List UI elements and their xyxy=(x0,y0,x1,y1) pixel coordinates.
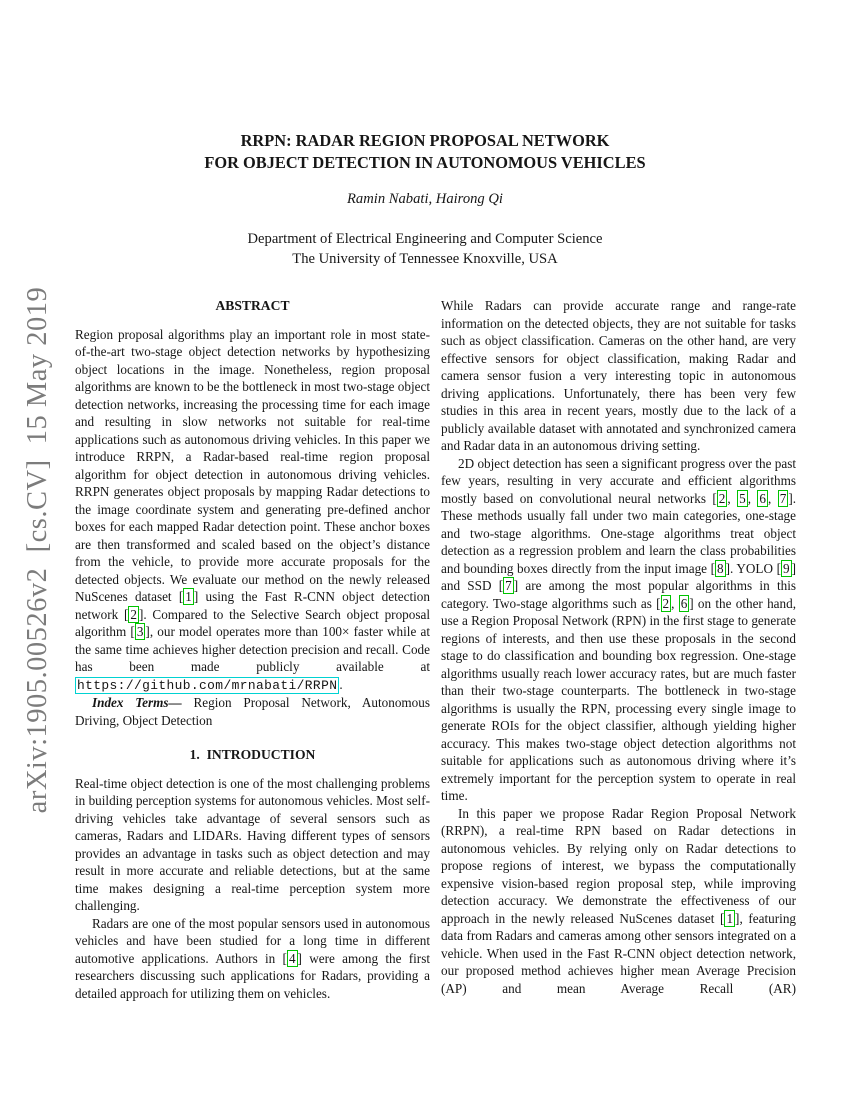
paper-affiliation xyxy=(0,230,850,269)
intro-paragraph-1: Real-time object detection is one of the most challenging problems in building perception systems for autonomous vehicles. Most self-driving vehicles take advantage of several sensors such as cameras, Radars and LIDARs. Having different types of sensors provides an advantage in tasks such as object detection and may result in more accurate and reliable detections, but at the same time makes designing a real-time perception system more challenging. xyxy=(75,775,430,913)
affiliation-line1: Department of Electrical Engineering and Computer Science xyxy=(247,231,603,247)
paper-title-line1: RRPN: RADAR REGION PROPOSAL NETWORK xyxy=(240,131,610,150)
citation-link[interactable]: 5 xyxy=(739,490,746,506)
paper-title-line2: FOR OBJECT DETECTION IN AUTONOMOUS VEHICLES xyxy=(204,152,646,172)
citation-link[interactable]: 6 xyxy=(759,490,767,506)
url-link[interactable]: https://github.com/mrnabati/RRPN xyxy=(77,677,338,693)
citation-link[interactable]: 1 xyxy=(726,910,734,926)
citation-link[interactable]: 2 xyxy=(662,595,670,611)
citation-link[interactable]: 7 xyxy=(779,490,787,506)
right-column xyxy=(441,297,796,997)
citation-link[interactable]: 3 xyxy=(136,624,144,639)
abstract-paragraph: Region proposal algorithms play an important role in most state-of-the-art two-stage object detection networks by hypothesizing object locations in the image. Nonetheless, region proposal algorithms are known to be the bottleneck in most two-stage object detection networks, increasing the processing time for each image and resulting in slow networks not suitable for real-time applications such as autonomous driving vehicles. In this paper we introduce RRPN, a Radar-based real-time region proposal algorithm for object detection in autonomous driving vehicles. RRPN generates object proposals by mapping Radar detections to the image coordinate system and generating pre-defined anchor boxes for each mapped Radar detection point. These anchor boxes are then transformed and scaled based on the object’s distance from the vehicle, to provide more accurate proposals for the detected objects. We evaluate our method on the newly released NuScenes dataset [ 1 ] using the Fast R-CNN object detection network [ 2 ]. Compared to the Selective Search object proposal algorithm [ 3 ], our model operates more than 100× faster while at the same time achieves higher detection precision and recall. Code has been made publicly available at https://github.com/mrnabati/RRPN . xyxy=(75,326,431,693)
introduction-heading: 1. INTRODUCTION xyxy=(189,747,316,762)
abstract-heading: ABSTRACT xyxy=(215,298,290,313)
citation-link[interactable]: 8 xyxy=(717,560,724,576)
intro-paragraph-2: Radars are one of the most popular sensors used in autonomous vehicles and have been studied for a long time in different automotive applications. Authors in [ 4 ] were among the first researchers discussing such applications for Radars, providing a detailed approach for utilizing them on vehicles. xyxy=(75,915,430,1001)
citation-link[interactable]: 4 xyxy=(288,950,296,966)
left-column xyxy=(75,297,430,1002)
arxiv-watermark: arXiv:1905.00526v2 [cs.CV] 15 May 2019 xyxy=(22,286,53,814)
body-paragraph-continuation: While Radars can provide accurate range and range-rate information on the detected objects, they are not suitable for tasks such as object classification. Cameras on the other hand, are very effective sensors for object classification, making Radar and camera sensor fusion a very interesting topic in autonomous driving applications. Unfortunately, there has been very few studies in this area in recent years, mostly due to the lack of a publicly available dataset with annotated and synchronized camera and Radar data in an autonomous driving setting. xyxy=(441,298,796,453)
citation-link[interactable]: 2 xyxy=(130,606,137,622)
paper-authors: Ramin Nabati, Hairong Qi xyxy=(347,191,503,207)
body-paragraph-2d-detection: 2D object detection has seen a significant progress over the past few years, resulting in very accurate and efficient algorithms mostly based on convolutional neural networks [ 2 , 5 , 6 , 7 ]. These methods usually fall under two main categories, one-stage and two-stage algorithms. One-stage algorithms treat object detection as a regression problem and learn the class probabilities and bounding boxes directly from the input image [ 8 ]. YOLO [ 9 ] and SSD [ 7 ] are among the most popular algorithms in this category. Two-stage algorithms such as [ 2 , 6 ] on the other hand, use a Region Proposal Network (RPN) in the first stage to generate regions of interests, and then use these proposals in the second stage to do classification and bounding box regression. One-stage algorithms usually reach lower accuracy rates, but are much faster than their two-stage counterparts. The bottleneck in two-stage algorithms is usually the RPN, processing every single image to generate ROIs for the object classifier, although yielding higher accuracy. This makes two-stage object detection algorithms not suitable for applications such as autonomous driving where it’s extremely important for the perception system to operate in real time. xyxy=(441,455,797,803)
index-terms: Index Terms— Region Proposal Network, Autonomous Driving, Object Detection xyxy=(75,695,430,728)
citation-link[interactable]: 9 xyxy=(783,560,790,576)
citation-link[interactable]: 7 xyxy=(505,578,512,593)
citation-link[interactable]: 1 xyxy=(185,589,192,604)
body-paragraph-proposal: In this paper we propose Radar Region Proposal Network (RRPN), a real-time RPN based on Radar detections in autonomous vehicles. By relying only on Radar detections to propose regions of interest, we bypass the computationally expensive vision-based region proposal step, while improving detection accuracy. We demonstrate the effectiveness of our approach in the newly released NuScenes dataset [ 1 ], featuring data from Radars and cameras among other sensors integrated on a vehicle. When used in the Fast R-CNN object detection network, our proposed method achieves higher mean Average Precision (AP) and mean Average Recall (AR) xyxy=(441,805,797,996)
citation-link[interactable]: 2 xyxy=(718,490,726,506)
citation-link[interactable]: 6 xyxy=(680,595,688,611)
affiliation-line2: The University of Tennessee Knoxville, USA xyxy=(292,250,558,267)
paper-title xyxy=(0,130,850,173)
index-terms-label: Index Terms— xyxy=(92,695,182,710)
